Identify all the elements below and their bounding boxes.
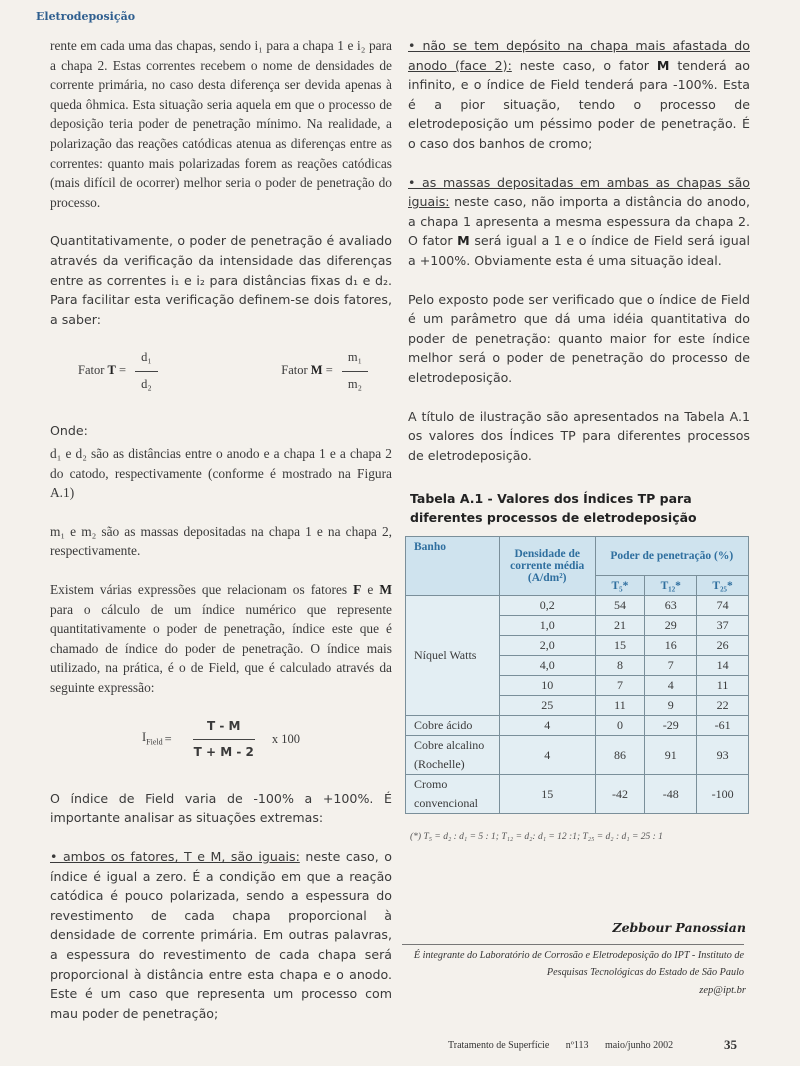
- header-t12: T₁₂*: [645, 576, 697, 596]
- table-cell: 11: [697, 676, 749, 696]
- fraction: [180, 717, 268, 763]
- bath-name: Cobre ácido: [406, 716, 500, 736]
- paragraph: d₁ e d₂ são as distâncias entre o anodo e a chapa 1 e a chapa 2 do catodo, respectivamente (conforme é mostrado na Figura A.1): [50, 446, 392, 501]
- paragraph: A título de ilustração são apresentados na Tabela A.1 os valores dos Índices TP para diferentes processos de eletrodeposição.: [408, 408, 750, 463]
- table-cell: 14: [697, 656, 749, 676]
- paragraph: Quantitativamente, o poder de penetração é avaliado através da verificação da intensidade das diferenças entre as correntes i₁ e i₂ para distâncias fixas d₁ e d₂. Para facilitar esta verificação definem-se dois fatores, a saber:: [50, 233, 392, 327]
- magazine-name: Tratamento de Superfície: [448, 1040, 550, 1051]
- paragraph: m₁ e m₂ são as massas depositadas na chapa 1 e na chapa 2, respectivamente.: [50, 523, 392, 559]
- field-symbol: $I_{Field}$: [141, 729, 163, 747]
- table-cell: 86: [595, 736, 645, 775]
- table-cell: 10: [499, 676, 595, 696]
- table-row: [406, 716, 749, 736]
- table-cell: 9: [645, 696, 697, 716]
- issue-date: maio/junho 2002: [605, 1040, 674, 1051]
- paragraph: rente em cada uma das chapas, sendo i₁ para a chapa 1 e i₂ para a chapa 2. Estas correntes recebem o nome de densidades de corrente primária, no caso desta diferença ser devida apenas à queda ôhmica. Esta situação seria aquela em que o processo de deposição teria poder de penetração mínimo. Na realidade, a polarização das reações catódicas atenua as diferenças entre as correntes: quanto mais polarizadas forem as reações catódicas (mais difícil de ocorrer) melhor seria o poder de penetração do processo.: [50, 38, 392, 210]
- numerator: T - M: [193, 717, 254, 741]
- table-cell: 4: [499, 716, 595, 736]
- table-cell: 4: [499, 736, 595, 775]
- numerator: m₁: [342, 348, 368, 372]
- table-cell: 63: [645, 596, 697, 616]
- table-cell: 8: [595, 656, 645, 676]
- table-row: [406, 736, 749, 775]
- table-cell: 7: [645, 656, 697, 676]
- bath-name: Níquel Watts: [406, 596, 500, 716]
- denominator: m₂: [347, 376, 362, 391]
- table-cell: 54: [595, 596, 645, 616]
- equals-sign: =: [325, 363, 333, 378]
- table-cell: -29: [645, 716, 697, 736]
- denominator: d₂: [141, 376, 152, 391]
- factor-var: M: [310, 363, 323, 378]
- table-cell: 16: [645, 636, 697, 656]
- page-number: 35: [724, 1037, 737, 1052]
- table-row: [406, 596, 749, 616]
- left-column: [50, 36, 392, 1042]
- data-table: [405, 536, 749, 814]
- table-cell: 25: [499, 696, 595, 716]
- issue-number: nº113: [565, 1040, 589, 1051]
- paragraph: • as massas depositadas em ambas as chapas são iguais: neste caso, não importa a distância do anodo, a chapa 1 apresenta a mesma espessura da chapa 2. O fator M será igual a 1 e o índice de Field será igual a +100%. Obviamente esta é uma situação ideal.: [408, 174, 750, 268]
- table-cell: 21: [595, 616, 645, 636]
- table-cell: 15: [499, 775, 595, 814]
- table-cell: 1,0: [499, 616, 595, 636]
- author-name: Zebbour Panossian: [612, 920, 746, 935]
- fraction: [135, 348, 158, 394]
- factor-label: Fator: [78, 363, 105, 378]
- header-density: Densidade de corrente média (A/dm²): [499, 537, 595, 596]
- table-cell: 93: [697, 736, 749, 775]
- table-cell: -42: [595, 775, 645, 814]
- table-cell: -61: [697, 716, 749, 736]
- table-title: Tabela A.1 - Valores dos Índices TP para diferentes processos de eletrodeposição: [410, 491, 697, 525]
- table-cell: 22: [697, 696, 749, 716]
- denominator: T + M - 2: [193, 745, 254, 760]
- page-footer: [448, 1040, 687, 1051]
- table-cell: -48: [645, 775, 697, 814]
- numerator: d₁: [135, 348, 158, 372]
- table-row: [406, 775, 749, 814]
- bath-name: Cromo convencional: [406, 775, 500, 814]
- fraction: [342, 348, 368, 394]
- header-poder: Poder de penetração (%): [595, 537, 748, 576]
- table-cell: 4,0: [499, 656, 595, 676]
- table-cell: 0: [595, 716, 645, 736]
- author-affiliation: É integrante do Laboratório de Corrosão e Eletrodeposição do IPT - Instituto de Pesquisas Tecnológicas do Estado de São Paulo: [402, 944, 744, 981]
- paragraph: • ambos os fatores, T e M, são iguais: neste caso, o índice é igual a zero. É a condição em que a reação catódica é pouco polarizada, sendo a espessura do revestimento de cada chapa proporcional à densidade de corrente primária. Em outras palavras, a espessura do revestimento de cada chapa será proporcional à distância entre esta chapa e o anodo. Este é um caso que representa um processo com mau poder de penetração;: [50, 849, 392, 1021]
- table-cell: 0,2: [499, 596, 595, 616]
- table-cell: 15: [595, 636, 645, 656]
- table-footnote: (*) T₅ = d₂ : d₁ = 5 : 1; T₁₂ = d₂: d₁ = 12 :1; T₂₅ = d₂ : d₁ = 25 : 1: [410, 832, 663, 842]
- paragraph: • não se tem depósito na chapa mais afastada do anodo (face 2): neste caso, o fator M tenderá ao infinito, e o índice de Field tenderá para -100%. Esta é a pior situação, tendo o processo de eletrodeposição um péssimo poder de penetração. É o caso dos banhos de cromo;: [408, 38, 750, 151]
- table-cell: 74: [697, 596, 749, 616]
- equals-sign: =: [164, 731, 172, 746]
- multiplier: x 100: [271, 731, 301, 746]
- table-cell: 7: [595, 676, 645, 696]
- bath-name: Cobre alcalino (Rochelle): [406, 736, 500, 775]
- section-header: Eletrodeposição: [36, 10, 136, 23]
- table-cell: 26: [697, 636, 749, 656]
- factor-label: Fator: [281, 363, 308, 378]
- paragraph: Pelo exposto pode ser verificado que o índice de Field é um parâmetro que dá uma idéia quantitativa do poder de penetração: quanto maior for este índice melhor será o poder de penetração do processo de eletrodeposição.: [408, 291, 750, 385]
- table-cell: 37: [697, 616, 749, 636]
- table-cell: 11: [595, 696, 645, 716]
- header-t25: T₂₅*: [697, 576, 749, 596]
- table-cell: 4: [645, 676, 697, 696]
- factor-m-formula: [281, 348, 368, 394]
- table-cell: 29: [645, 616, 697, 636]
- paragraph: Existem várias expressões que relacionam os fatores F e M para o cálculo de um índice numérico que represente quantitativamente o poder de penetração, índice este que é chamado de índice do poder de penetração. O índice mais utilizado, na prática, é o de Field, que é calculado através da seguinte expressão:: [50, 582, 393, 696]
- table-cell: 2,0: [499, 636, 595, 656]
- field-formula: [50, 717, 392, 763]
- table-cell: -100: [697, 775, 749, 814]
- author-email[interactable]: zep@ipt.br: [699, 985, 746, 996]
- divider: [402, 944, 744, 945]
- equals-sign: =: [118, 363, 127, 378]
- paragraph: Onde:: [50, 422, 88, 438]
- right-column: [408, 36, 750, 484]
- factor-t-formula: [78, 348, 158, 394]
- header-banho: Banho: [406, 537, 500, 596]
- table-cell: 91: [645, 736, 697, 775]
- header-t5: T₅*: [595, 576, 645, 596]
- factor-formulas: [78, 348, 368, 394]
- factor-var: T: [107, 363, 116, 378]
- paragraph: O índice de Field varia de -100% a +100%. É importante analisar as situações extremas:: [50, 790, 392, 826]
